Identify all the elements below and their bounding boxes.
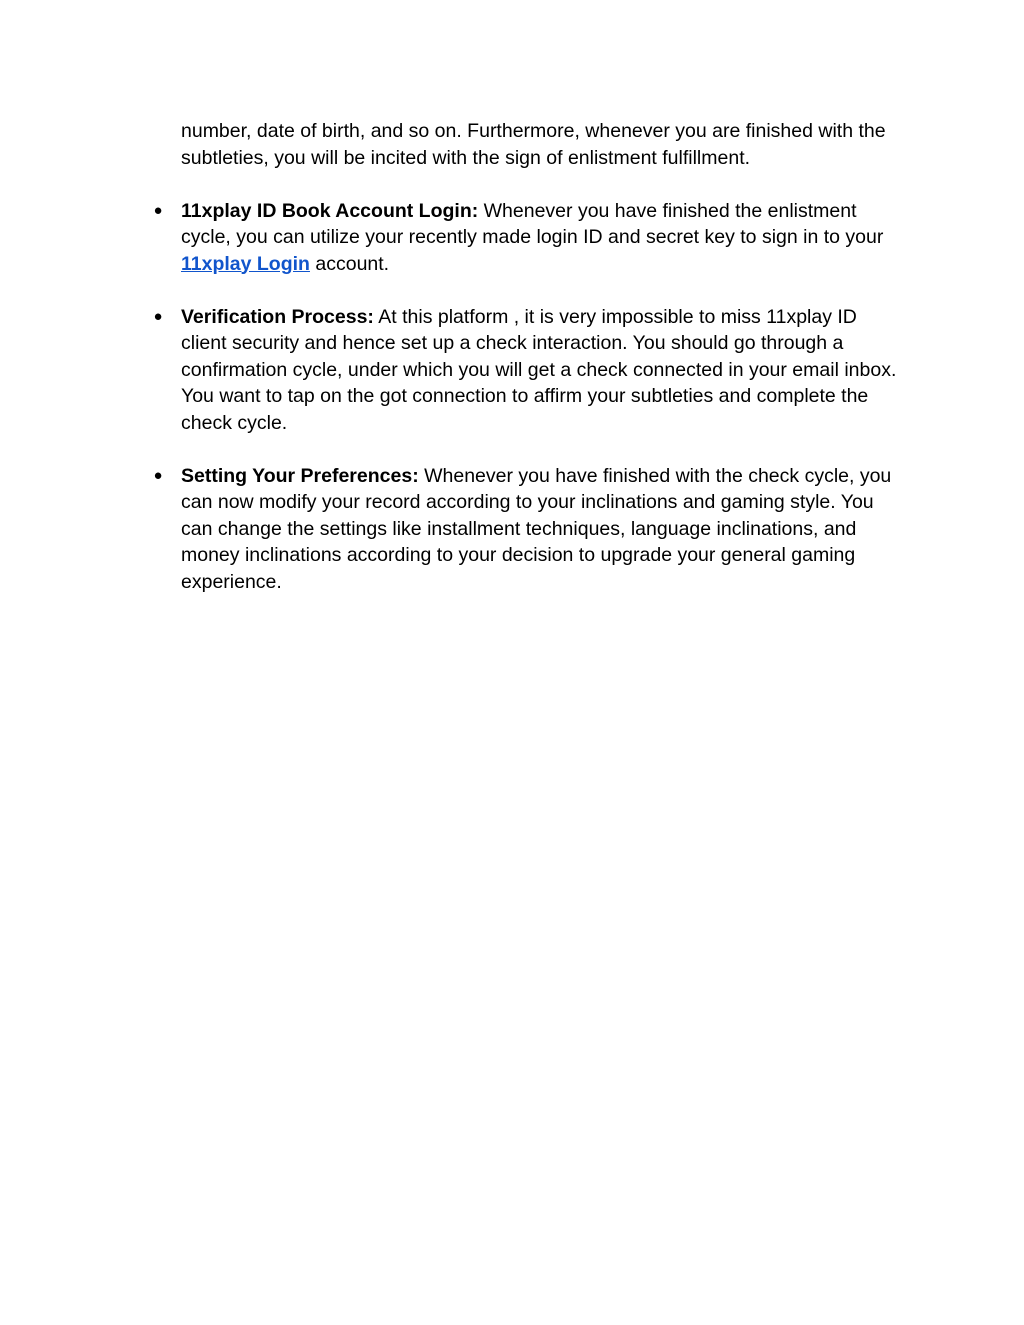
list-item-account-login xyxy=(153,198,901,278)
list-item-verification xyxy=(153,304,901,437)
list-item-preferences xyxy=(153,463,901,596)
item-text: Whenever you have finished the enlistment cycle, you can utilize your recently made login ID and secret key to sign in to your xyxy=(181,199,884,248)
item-term: 11xplay ID Book Account Login: xyxy=(181,199,479,222)
item-text-after-link: account. xyxy=(309,252,390,275)
item-term: Verification Process: xyxy=(181,305,374,328)
document-body xyxy=(153,118,901,622)
item-term: Setting Your Preferences: xyxy=(181,464,419,487)
item-text: Whenever you have finished with the check cycle, you can now modify your record according to your inclinations and gaming style. You can change the settings like installment techniques, language inclinations, and money inclinations according to your decision to upgrade your general gaming experience. xyxy=(181,464,892,593)
bullet-icon: ● xyxy=(153,201,163,219)
bullet-icon: ● xyxy=(153,307,163,325)
bullet-list xyxy=(153,198,901,596)
item-text: At this platform , it is very impossible to miss 11xplay ID client security and hence set up a check interaction. You should go through a confirmation cycle, under which you will get a check connected in your email inbox. You want to tap on the got connection to affirm your subtleties and complete the check cycle. xyxy=(181,305,897,434)
continuation-paragraph: number, date of birth, and so on. Furthermore, whenever you are finished with the subtleties, you will be incited with the sign of enlistment fulfillment. xyxy=(181,120,886,169)
11xplay-login-link[interactable]: 11xplay Login xyxy=(181,252,310,275)
bullet-icon: ● xyxy=(153,466,163,484)
